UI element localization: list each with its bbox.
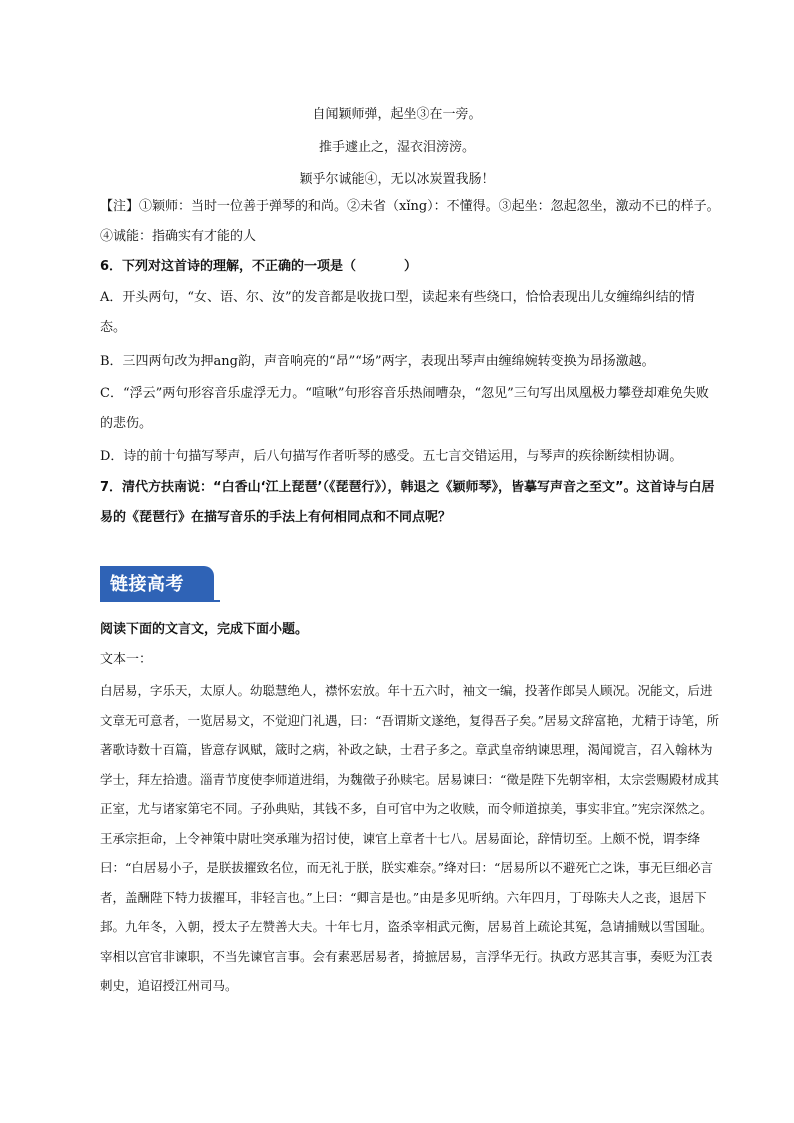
section-header-title: 链接高考 [110, 574, 184, 595]
text-one-body: 白居易，字乐天，太原人。幼聪慧绝人，襟怀宏放。年十五六时，袖文一编，投著作郎吴人顾况。况能文，后进文章无可意者，一览居易文，不觉迎门礼遇，曰：“吾谓斯文遂绝，复得吾子矣。”居易文辞富艳，尤精于诗笔，所著歌诗数十百篇，皆意存讽赋，箴时之病，补政之缺，士君子多之。章武皇帝纳谏思理，渴闻谠言，召入翰林为学士，拜左拾遗。淄青节度使李师道进绢，为魏徵子孙赎宅。居易谏曰：“徵是陛下先朝宰相，太宗尝赐殿材成其正室，尤与诸家第宅不同。子孙典贴，其钱不多，自可官中为之收赎，而令师道掠美，事实非宜。”宪宗深然之。王承宗拒命，上令神策中尉吐突承璀为招讨使，谏官上章者十七八。居易面论，辞情切至。上颇不悦，谓李绛曰：“白居易小子，是朕拔擢致名位，而无礼于朕，朕实难奈。”绛对曰：“居易所以不避死亡之诛，事无巨细必言者，盖酬陛下特力拔擢耳，非轻言也。”上曰：“卿言是也。”由是多见听纳。六年四月，丁母陈夫人之丧，退居下邽。九年冬，入朝，授太子左赞善大夫。十年七月，盗杀宰相武元衡，居易首上疏论其冤，急请捕贼以雪国耻。宰相以宫官非谏职，不当先谏官言事。会有素恶居易者，掎摭居易，言浮华无行。执政方恶其言事，奏贬为江表刺史，追诏授江州司马。 [100, 683, 720, 993]
poem-note: 【注】①颖师：当时一位善于弹琴的和尚。②未省（xǐng）：不懂得。③起坐：忽起忽坐，激动不已的样子。④诚能：指确实有才能的人 [100, 199, 720, 244]
question-6-stem-text: 6．下列对这首诗的理解，不正确的一项是（ [100, 259, 357, 274]
question-6-option-b: B．三四两句改为押ang韵，声音响亮的“昂”“场”两字，表现出琴声由缠绵婉转变换为昂扬激越。 [100, 354, 655, 369]
question-6-stem [100, 252, 720, 282]
question-6-option-a: A．开头两句，“女、语、尔、汝”的发音都是收拢口型，读起来有些绕口，恰恰表现出儿女缠绵纠结的情态。 [100, 290, 695, 335]
poem-line-2: 推手遽止之，湿衣泪滂滂。 [318, 140, 475, 155]
question-6-option-d: D．诗的前十句描写琴声，后八句描写作者听琴的感受。五七言交错运用，与琴声的疾徐断续相协调。 [100, 449, 683, 464]
section-header-rule [100, 600, 220, 602]
poem-line-3: 颖乎尔诚能④，无以冰炭置我肠！ [299, 172, 495, 187]
question-6-option-c: C．“浮云”两句形容音乐虚浮无力。“喧啾”句形容音乐热闹嘈杂，“忽见”三句写出凤凰极力攀登却难免失败的悲伤。 [100, 386, 709, 431]
section-header [100, 566, 220, 600]
poem-line-1: 自闻颖师弹，起坐③在一旁。 [312, 107, 482, 122]
text-one-label: 文本一： [100, 652, 153, 667]
question-7: 7．清代方扶南说：“白香山‘江上琵琶’（《琵琶行》），韩退之《颖师琴》，皆摹写声音之至文”。这首诗与白居易的《琵琶行》在描写音乐的手法上有何相同点和不同点呢？ [100, 480, 715, 525]
question-6-stem-end: ） [404, 259, 418, 274]
reading-instruction: 阅读下面的文言文，完成下面小题。 [100, 622, 309, 637]
